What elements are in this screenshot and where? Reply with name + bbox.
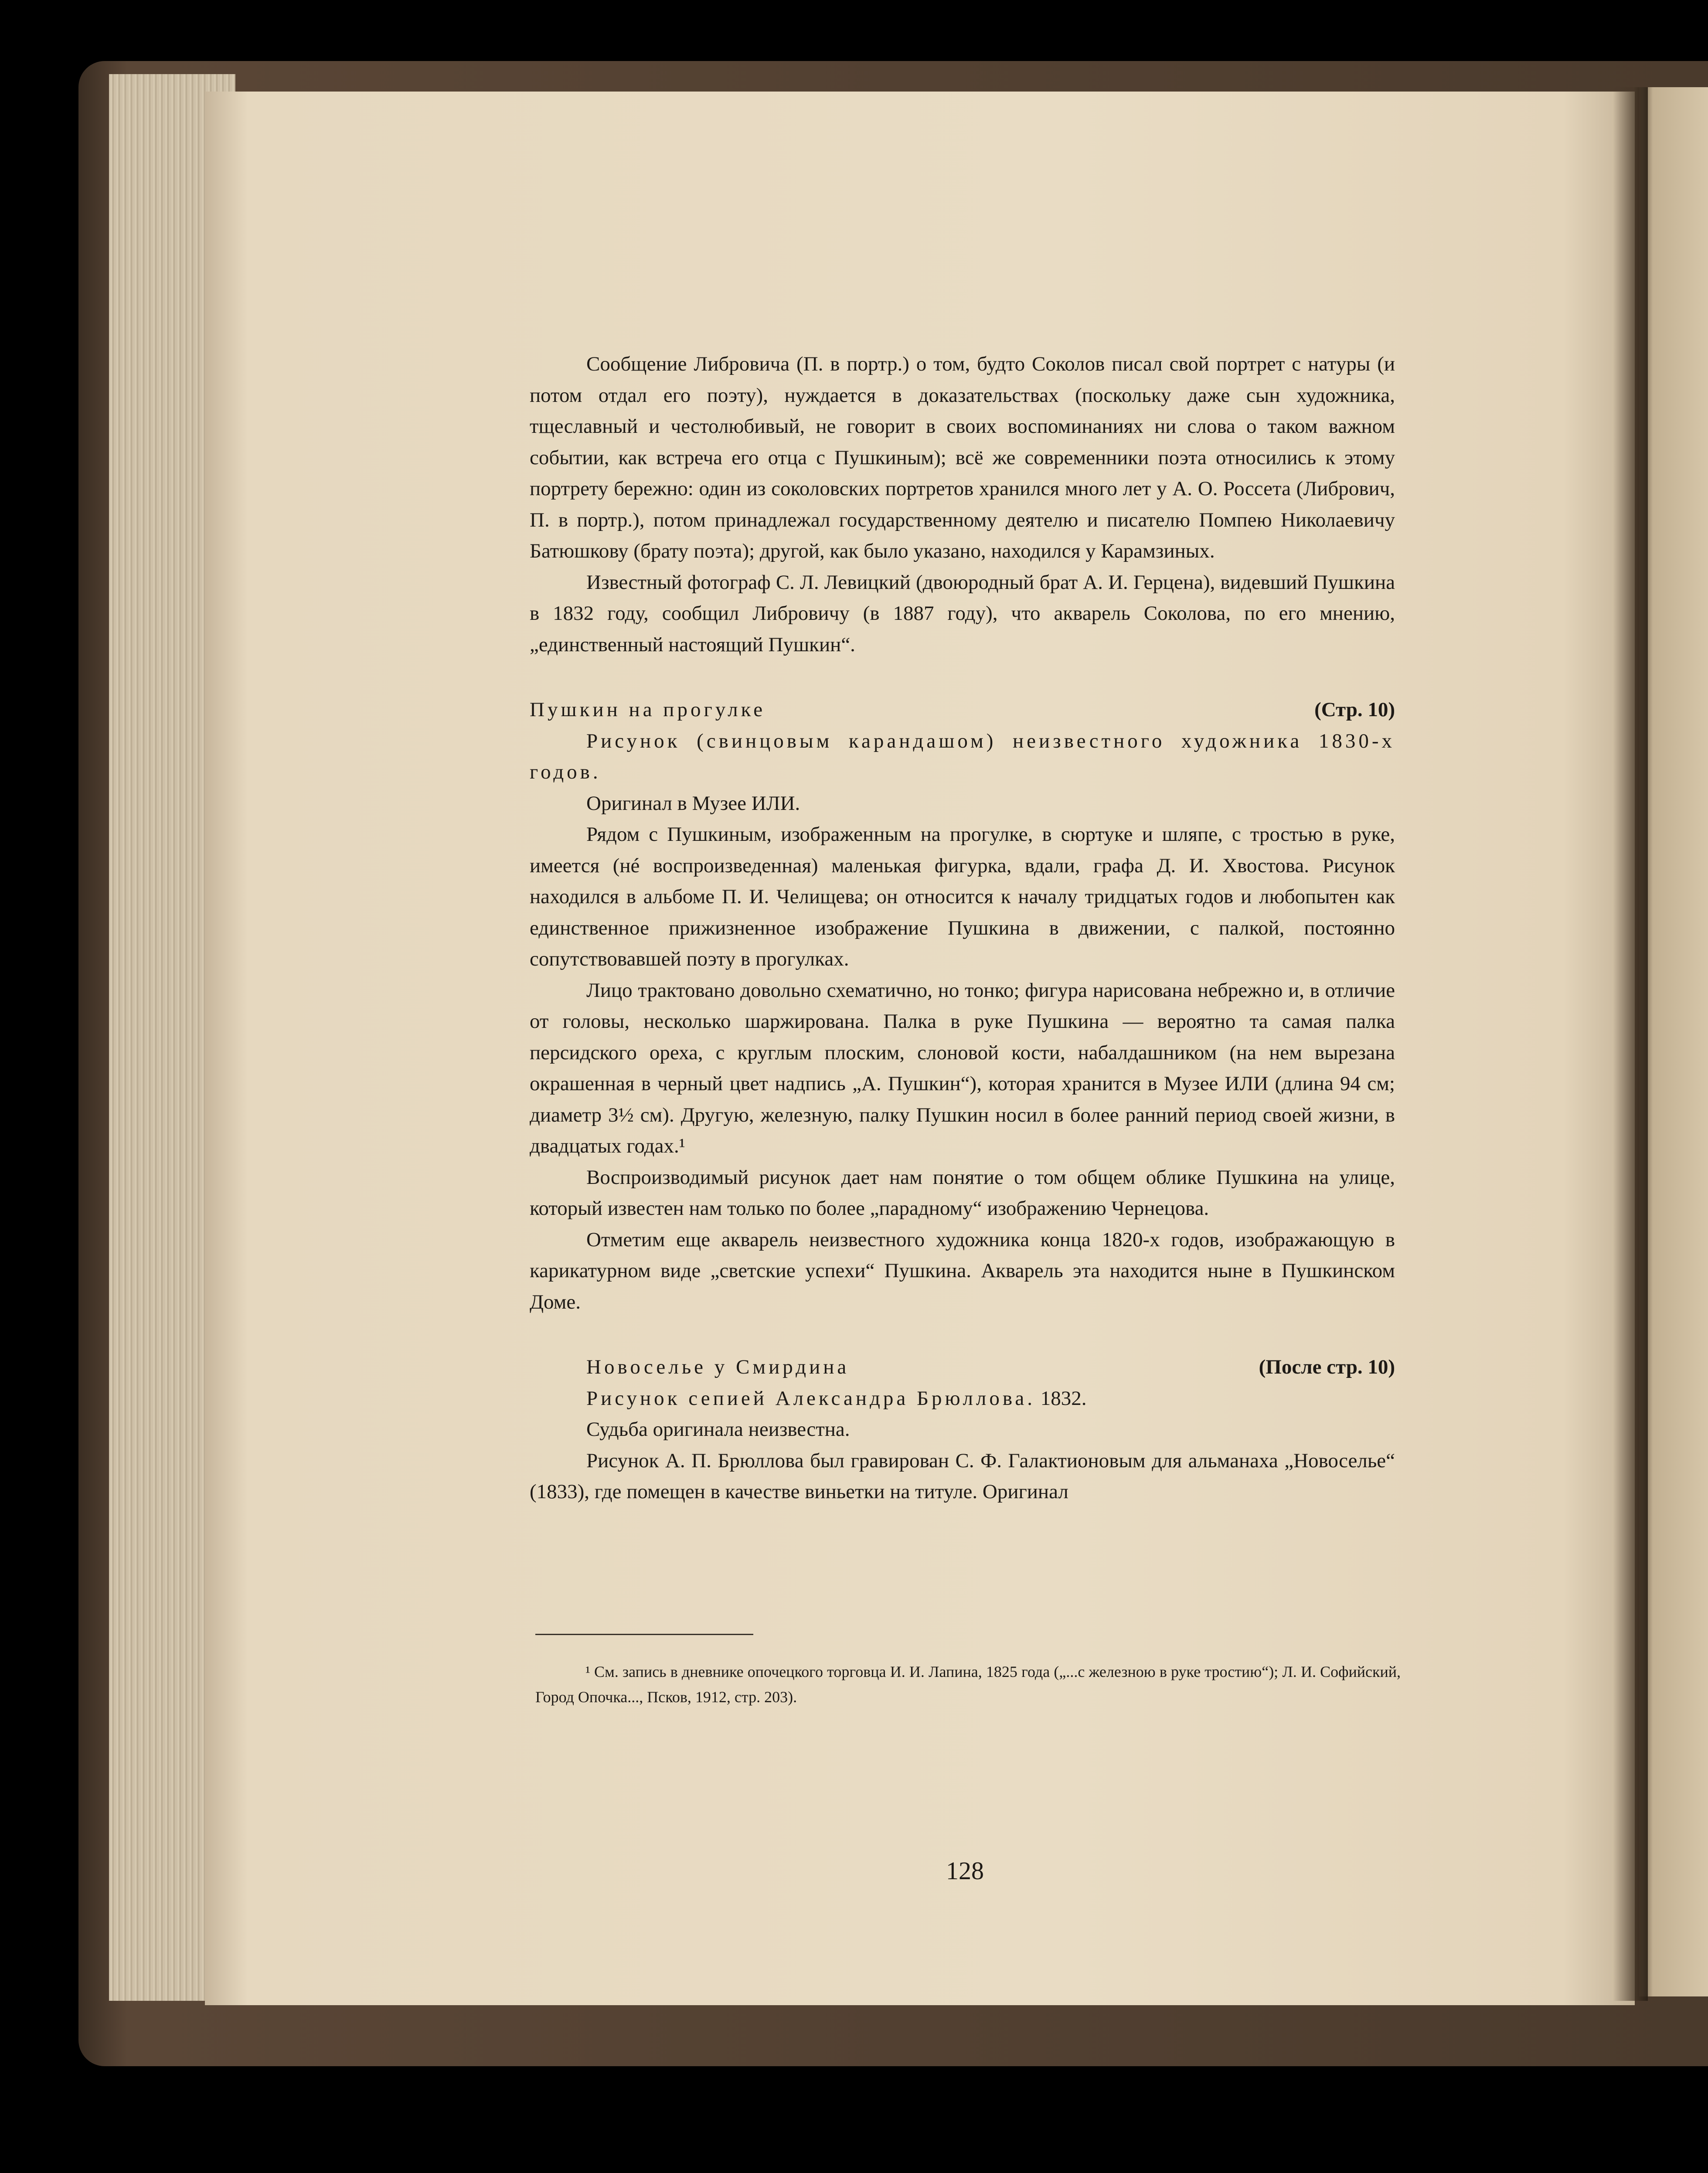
section-heading: Новоселье у Смирдина (586, 1356, 850, 1378)
paragraph: Отметим еще акварель неизвестного художника конца 1820-х годов, изображающую в карикатурном виде „светские успехи“ Пушкина. Акварель эта находится ныне в Пушкинском Доме. (530, 1228, 1395, 1313)
section-heading-row (530, 694, 1395, 726)
footnote-divider (535, 1634, 753, 1635)
paragraph: Сообщение Либровича (П. в портр.) о том, будто Соколов писал свой портрет с натуры (и потом отдал его поэту), нуждается в доказательствах (поскольку даже сын художника, тщеславный и честолюбивый, не говорит в своих воспоминаниях ни слова о таком важном событии, как встреча его отца с Пушкиным); всё же современники поэта относились к этому портрету бережно: один из соколовских портретов хранился много лет у А. О. Россета (Либрович, П. в портр.), потом принадлежал государственному деятелю и писателю Помпею Николаевичу Батюшкову (брату поэта); другой, как было указано, находился у Карамзиных. (530, 353, 1395, 562)
footnote: ¹ См. запись в дневнике опочецкого торговца И. И. Лапина, 1825 года („...с железною в руке тростию“); Л. И. Софийский, Город Опочка..., Псков, 1912, стр. 203). (535, 1663, 1401, 1706)
page-reference: (После стр. 10) (1259, 1356, 1395, 1378)
figure-description: Рисунок (свинцовым карандашом) неизвестного художника 1830-х годов. (530, 729, 1395, 783)
figure-year: 1832. (1040, 1387, 1087, 1410)
paragraph: Воспроизводимый рисунок дает нам понятие о том общем облике Пушкина на улице, который известен нам только по более „парадному“ изображению Чернецова. (530, 1166, 1395, 1220)
figure-location: Оригинал в Музее ИЛИ. (586, 792, 800, 815)
book-gutter (1613, 87, 1648, 2001)
paragraph: Известный фотограф С. Л. Левицкий (двоюродный брат А. И. Герцена), видевший Пушкина в 1832 году, сообщил Либровичу (в 1887 году), что акварель Соколова, по его мнению, „единственный настоящий Пушкин“. (530, 571, 1395, 656)
facing-page-edge (1639, 87, 1708, 1996)
page-number: 128 (946, 1857, 984, 1885)
page-body (530, 349, 1395, 1508)
page-reference: (Стр. 10) (1314, 698, 1395, 721)
figure-description-spaced: Рисунок сепией Александра Брюллова. (586, 1387, 1036, 1410)
paragraph: Лицо трактовано довольно схематично, но тонко; фигура нарисована небрежно и, в отличие от головы, несколько шаржирована. Палка в руке Пушкина — вероятно та самая палка персидского ореха, с круглым плоским, слоновой кости, набалдашником (на нем вырезана окрашенная в черный цвет надпись „А. Пушкин“), которая хранится в Музее ИЛИ (длина 94 см; диаметр 3½ см). Другую, железную, палку Пушкин носил в более ранний период своей жизни, в двадцатых годах.¹ (530, 979, 1395, 1157)
figure-description (530, 1383, 1395, 1415)
section-heading: Пушкин на прогулке (530, 698, 766, 721)
section-heading-row (530, 1352, 1395, 1383)
figure-location: Судьба оригинала неизвестна. (586, 1418, 850, 1441)
paragraph: Рисунок А. П. Брюллова был гравирован С. Ф. Галактионовым для альманаха „Новоселье“ (1833), где помещен в качестве виньетки на титуле. Оригинал (530, 1449, 1395, 1503)
paragraph: Рядом с Пушкиным, изображенным на прогулке, в сюртуке и шляпе, с тростью в руке, имеется (нé воспроизведенная) маленькая фигурка, вдали, графа Д. И. Хвостова. Рисунок находился в альбоме П. И. Челищева; он относится к началу тридцатых годов и любопытен как единственное прижизненное изображение Пушкина в движении, с палкой, постоянно сопутствовавшей поэту в прогулках. (530, 823, 1395, 970)
